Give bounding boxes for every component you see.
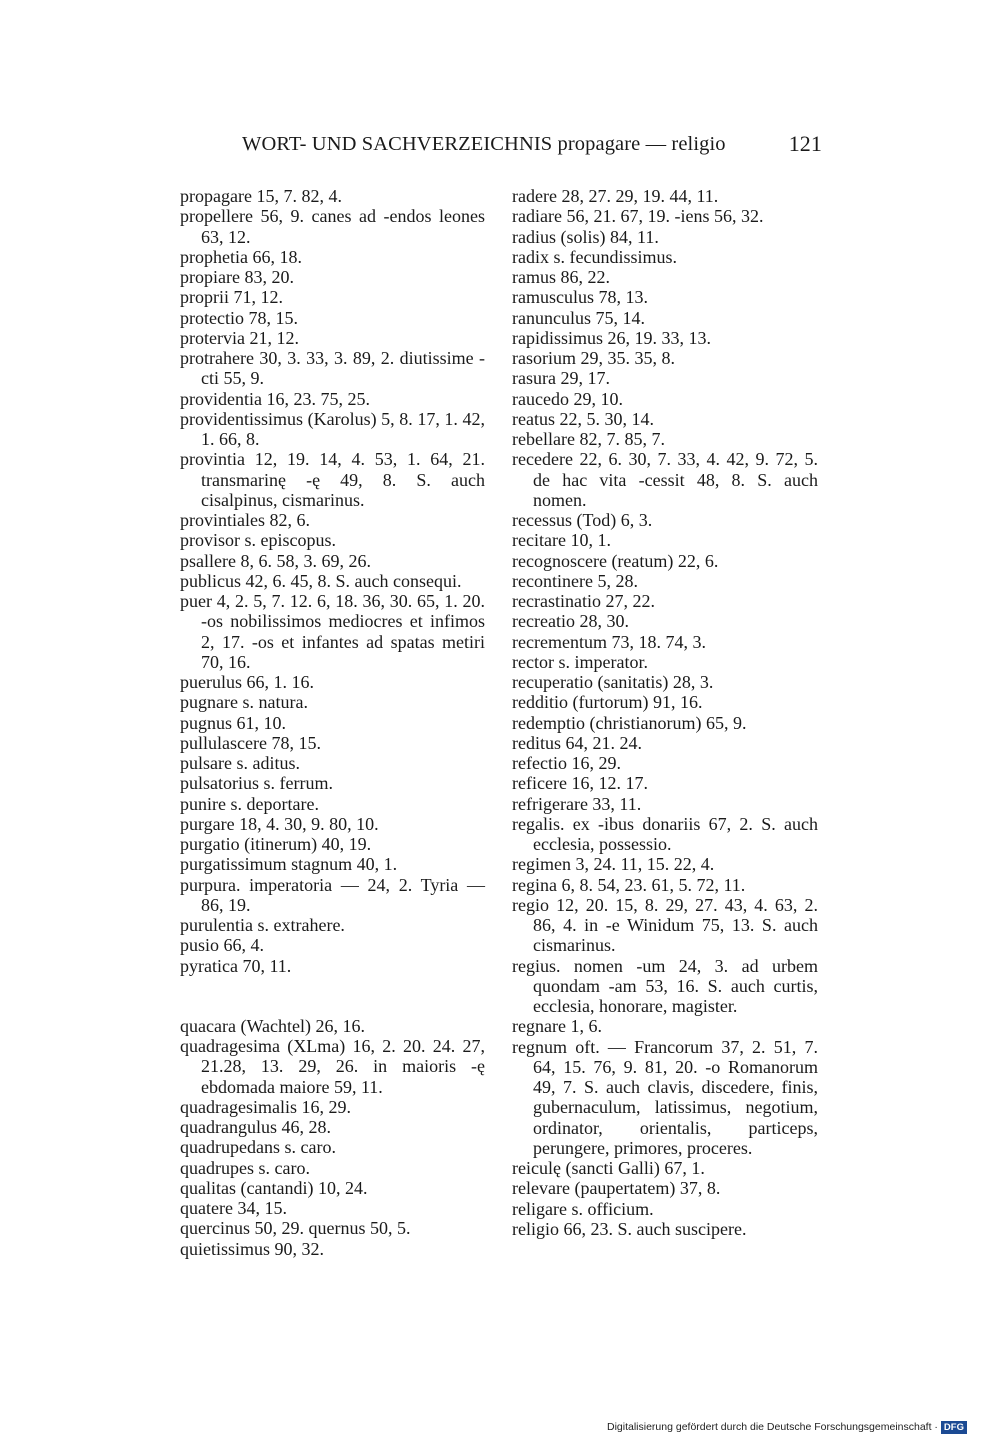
- digitization-footer: [607, 1420, 967, 1434]
- index-entry: puerulus 66, 1. 16.: [180, 672, 314, 692]
- index-entry: quietissimus 90, 32.: [180, 1238, 325, 1259]
- index-entry: publicus 42, 6. 45, 8. S. auch consequi.: [180, 570, 462, 591]
- index-entry: proprii 71, 12.: [180, 287, 283, 308]
- index-entry: rasura 29, 17.: [512, 368, 610, 389]
- index-entry: quatere 34, 15.: [180, 1198, 287, 1218]
- index-entry: psallere 8, 6. 58, 3. 69, 26.: [180, 550, 371, 571]
- index-entry: puer 4, 2. 5, 7. 12. 6, 18. 36, 30. 65, 1. 20. -os nobilissimos mediocres et infimos 2, 17. -os et infantes ad spatas metiri 70, 16.: [180, 591, 485, 672]
- index-entry: propagare 15, 7. 82, 4.: [180, 186, 342, 206]
- index-entry: recontinere 5, 28.: [512, 570, 638, 591]
- index-entry: recognoscere (reatum) 22, 6.: [512, 550, 719, 571]
- index-entry: quadragesima (XLma) 16, 2. 20. 24. 27, 21.28, 13. 29, 26. in maioris -ę ebdomada maiore 59, 11.: [180, 1036, 485, 1097]
- index-column-left: [180, 186, 485, 1259]
- index-entry: provintia 12, 19. 14, 4. 53, 1. 64, 21. transmarinę -ę 49, 8. S. auch cisalpinus, cismarinus.: [180, 449, 485, 510]
- index-entry: quadrangulus 46, 28.: [180, 1117, 331, 1137]
- index-entry: purulentia s. extrahere.: [180, 915, 345, 935]
- index-entry: regius. nomen -um 24, 3. ad urbem quondam -am 53, 16. S. auch curtis, ecclesia, honorare, magister.: [512, 955, 818, 1016]
- index-entry: religio 66, 23. S. auch suscipere.: [512, 1218, 747, 1239]
- index-entry: recrementum 73, 18. 74, 3.: [512, 631, 706, 652]
- index-entry: purgare 18, 4. 30, 9. 80, 10.: [180, 813, 379, 834]
- index-entry: redditio (furtorum) 91, 16.: [512, 692, 703, 713]
- index-entry: rapidissimus 26, 19. 33, 13.: [512, 327, 712, 348]
- index-entry: protervia 21, 12.: [180, 327, 299, 348]
- index-entry: refectio 16, 29.: [512, 753, 621, 773]
- index-entry: rector s. imperator.: [512, 651, 648, 672]
- page-number: 121: [788, 131, 822, 156]
- index-entry: providentissimus (Karolus) 5, 8. 17, 1. 42, 1. 66, 8.: [180, 408, 485, 449]
- index-entry: provintiales 82, 6.: [180, 510, 310, 530]
- index-entry: ranunculus 75, 14.: [512, 307, 645, 328]
- index-entry: regina 6, 8. 54, 23. 61, 5. 72, 11.: [512, 874, 746, 895]
- index-entry: qualitas (cantandi) 10, 24.: [180, 1177, 368, 1198]
- index-entry: quadragesimalis 16, 29.: [180, 1096, 351, 1117]
- index-entry: regimen 3, 24. 11, 15. 22, 4.: [512, 854, 715, 875]
- index-entry: recreatio 28, 30.: [512, 611, 629, 632]
- index-entry: purgatissimum stagnum 40, 1.: [180, 854, 398, 875]
- index-entry: radix s. fecundissimus.: [512, 246, 677, 267]
- index-entry: regio 12, 20. 15, 8. 29, 27. 43, 4. 63, 2. 86, 4. in -e Winidum 75, 13. S. auch cismarinus.: [512, 894, 818, 956]
- index-entry: pulsatorius s. ferrum.: [180, 773, 333, 794]
- index-entry: recedere 22, 6. 30, 7. 33, 4. 42, 9. 72, 5. de hac vita -cessit 48, 8. S. auch nomen.: [512, 449, 818, 510]
- index-entry: quacara (Wachtel) 26, 16.: [180, 1015, 365, 1036]
- index-entry: recessus (Tod) 6, 3.: [512, 510, 653, 530]
- index-entry: reficere 16, 12. 17.: [512, 773, 648, 794]
- index-entry: propiare 83, 20.: [180, 267, 294, 287]
- index-entry: recuperatio (sanitatis) 28, 3.: [512, 672, 714, 692]
- index-entry: radere 28, 27. 29, 19. 44, 11.: [512, 186, 719, 206]
- index-entry: redemptio (christianorum) 65, 9.: [512, 712, 747, 733]
- index-entry: ramus 86, 22.: [512, 267, 610, 287]
- index-entry: quadrupes s. caro.: [180, 1157, 310, 1178]
- index-entry: rebellare 82, 7. 85, 7.: [512, 429, 665, 449]
- index-entry: regnum oft. — Francorum 37, 2. 51, 7. 64, 15. 76, 9. 81, 20. -o Romanorum 49, 7. S. auch clavis, discedere, finis, gubernaculum, latissimus, negotium, ordinator, orientalis, particeps, perungere, primores, proceres.: [512, 1036, 818, 1158]
- index-entry: refrigerare 33, 11.: [512, 793, 642, 814]
- index-entry: ramusculus 78, 13.: [512, 287, 648, 308]
- running-head-title: WORT- UND SACHVERZEICHNIS propagare — religio: [242, 133, 726, 155]
- index-entry: protectio 78, 15.: [180, 307, 298, 328]
- index-entry: reditus 64, 21. 24.: [512, 732, 642, 753]
- index-entry: pullulascere 78, 15.: [180, 732, 321, 753]
- index-entry: regalis. ex -ibus donariis 67, 2. S. auch ecclesia, possessio.: [512, 813, 818, 854]
- index-list-r: [512, 186, 818, 1239]
- index-entry: protrahere 30, 3. 33, 3. 89, 2. diutissime -cti 55, 9.: [180, 348, 485, 389]
- index-entry: relevare (paupertatem) 37, 8.: [512, 1178, 721, 1199]
- index-entry: rasorium 29, 35. 35, 8.: [512, 348, 675, 368]
- index-entry: pyratica 70, 11.: [180, 955, 292, 976]
- index-entry: radius (solis) 84, 11.: [512, 226, 659, 247]
- index-entry: regnare 1, 6.: [512, 1016, 602, 1037]
- index-entry: recitare 10, 1.: [512, 530, 611, 551]
- index-entry: propellere 56, 9. canes ad -endos leones 63, 12.: [180, 206, 485, 247]
- index-list-q: [180, 1016, 485, 1259]
- index-entry: raucedo 29, 10.: [512, 388, 623, 409]
- index-entry: providentia 16, 23. 75, 25.: [180, 388, 370, 409]
- index-column-right: [512, 186, 818, 1239]
- section-gap: [180, 976, 485, 1016]
- index-entry: religare s. officium.: [512, 1198, 654, 1219]
- index-entry: radiare 56, 21. 67, 19. -iens 56, 32.: [512, 206, 764, 227]
- index-entry: punire s. deportare.: [180, 793, 319, 814]
- index-entry: provisor s. episcopus.: [180, 530, 336, 551]
- index-entry: quadrupedans s. caro.: [180, 1137, 336, 1158]
- index-entry: pulsare s. aditus.: [180, 753, 300, 773]
- index-entry: quercinus 50, 29. quernus 50, 5.: [180, 1218, 411, 1239]
- dfg-logo: DFG: [941, 1421, 967, 1434]
- footer-credit: Digitalisierung gefördert durch die Deutsche Forschungsgemeinschaft ·: [607, 1421, 938, 1433]
- index-entry: recrastinatio 27, 22.: [512, 591, 655, 611]
- index-entry: reatus 22, 5. 30, 14.: [512, 408, 654, 429]
- index-entry: purgatio (itinerum) 40, 19.: [180, 834, 372, 854]
- index-entry: reiculę (sancti Galli) 67, 1.: [512, 1158, 705, 1178]
- index-entry: purpura. imperatoria — 24, 2. Tyria — 86, 19.: [180, 874, 485, 915]
- index-entry: pugnus 61, 10.: [180, 712, 287, 733]
- index-entry: pugnare s. natura.: [180, 692, 308, 713]
- index-entry: pusio 66, 4.: [180, 935, 265, 956]
- index-entry: prophetia 66, 18.: [180, 246, 302, 267]
- index-list-p: [180, 186, 485, 976]
